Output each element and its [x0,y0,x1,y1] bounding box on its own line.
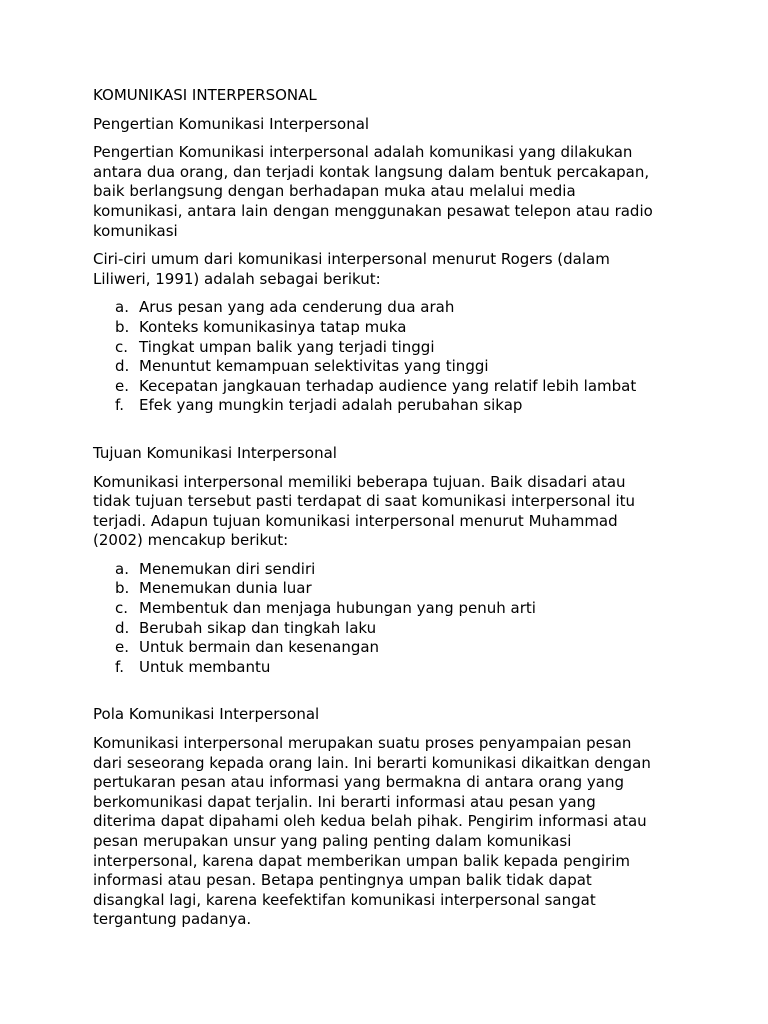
list-item [93,579,688,599]
paragraph-line: diterima dapat dipahami oleh kedua belah pihak. Pengirim informasi atau [93,812,647,831]
section-pengertian [93,115,688,416]
goals-list [93,560,688,678]
paragraph-line: berkomunikasi dapat terjalin. Ini berarti informasi atau pesan yang [93,792,596,811]
section-heading: Pengertian Komunikasi Interpersonal [93,114,370,133]
paragraph-line: terjadi. Adapun tujuan komunikasi interpersonal menurut Muhammad [93,511,618,530]
paragraph-line: komunikasi [93,221,178,240]
list-marker: e. [115,376,129,395]
list-marker: a. [115,559,129,578]
list-marker: b. [115,317,130,336]
paragraph-line: Komunikasi interpersonal merupakan suatu proses penyampaian pesan [93,734,632,753]
paragraph-line: (2002) mencakup berikut: [93,531,289,550]
list-marker: d. [115,618,130,637]
list-item-text: Arus pesan yang ada cenderung dua arah [139,298,455,317]
list-item-text: Untuk membantu [139,657,271,676]
section-heading: Pola Komunikasi Interpersonal [93,705,320,724]
list-marker: d. [115,357,130,376]
list-item-text: Menuntut kemampuan selektivitas yang tinggi [139,357,489,376]
list-item [93,638,688,658]
list-item-text: Membentuk dan menjaga hubungan yang penuh arti [139,599,536,618]
list-item-text: Menemukan dunia luar [139,579,312,598]
list-item-text: Konteks komunikasinya tatap muka [139,317,407,336]
list-item [93,357,688,377]
paragraph-line: baik berlangsung dengan berhadapan muka atau melalui media [93,182,576,201]
list-marker: c. [115,337,129,356]
section-heading: Tujuan Komunikasi Interpersonal [93,443,337,462]
list-marker: f. [115,396,124,415]
list-item [93,658,688,678]
paragraph [93,250,688,289]
paragraph-line: Pengertian Komunikasi interpersonal adalah komunikasi yang dilakukan [93,143,633,162]
paragraph-line: antara dua orang, dan terjadi kontak langsung dalam bentuk percakapan, [93,162,650,181]
list-item [93,298,688,318]
list-item-text: Efek yang mungkin terjadi adalah perubahan sikap [139,396,523,415]
paragraph-line: Komunikasi interpersonal memiliki beberapa tujuan. Baik disadari atau [93,472,626,491]
paragraph [93,734,688,930]
list-item [93,396,688,416]
paragraph-line: interpersonal, karena dapat memberikan umpan balik kepada pengirim [93,851,630,870]
paragraph-line: pesan merupakan unsur yang paling penting dalam komunikasi [93,832,572,850]
list-item-text: Untuk bermain dan kesenangan [139,638,380,657]
list-marker: a. [115,298,129,317]
paragraph-line: informasi atau pesan. Betapa pentingnya umpan balik tidak dapat [93,871,592,890]
paragraph [93,143,688,241]
list-item [93,318,688,338]
paragraph-line: pertukaran pesan atau informasi yang bermakna di antara orang yang [93,773,624,792]
paragraph-line: dari seseorang kepada orang lain. Ini berarti komunikasi dikaitkan dengan [93,753,651,772]
document-title: KOMUNIKASI INTERPERSONAL [93,86,317,104]
section-pola [93,705,688,930]
list-marker: b. [115,579,130,598]
list-item-text: Kecepatan jangkauan terhadap audience yang relatif lebih lambat [139,376,637,395]
list-item [93,599,688,619]
list-marker: e. [115,638,129,657]
list-item-text: Menemukan diri sendiri [139,559,316,578]
list-item [93,619,688,639]
list-item [93,377,688,397]
list-item-text: Berubah sikap dan tingkah laku [139,618,377,637]
paragraph-line: komunikasi, antara lain dengan menggunakan pesawat telepon atau radio [93,201,653,220]
paragraph [93,473,688,551]
list-item [93,560,688,580]
list-item [93,338,688,358]
list-marker: c. [115,599,129,618]
characteristics-list [93,298,688,416]
paragraph-line: disangkal lagi, karena keefektifan komunikasi interpersonal sangat [93,890,596,909]
paragraph-line: tergantung padanya. [93,910,252,929]
paragraph-line: tidak tujuan tersebut pasti terdapat di saat komunikasi interpersonal itu [93,492,636,511]
paragraph-line: Ciri-ciri umum dari komunikasi interpersonal menurut Rogers (dalam [93,250,610,269]
list-item-text: Tingkat umpan balik yang terjadi tinggi [139,337,435,356]
list-marker: f. [115,657,124,676]
section-tujuan [93,444,688,678]
paragraph-line: Liliweri, 1991) adalah sebagai berikut: [93,269,381,288]
